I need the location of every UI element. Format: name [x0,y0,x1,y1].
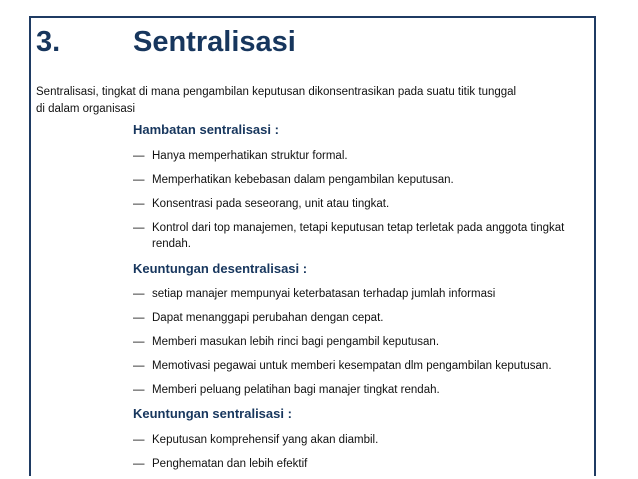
intro-paragraph [36,84,556,118]
bullet-dash: — [133,174,145,186]
list-item-text: Memberi peluang pelatihan bagi manajer tingkat rendah. [152,384,440,396]
bullet-dash: — [133,384,145,396]
list-item-text: Memperhatikan kebebasan dalam pengambilan keputusan. [152,174,454,186]
bullet-dash: — [133,312,145,324]
section-heading-keuntungan-desentralisasi: Keuntungan desentralisasi : [133,261,308,276]
list-item [133,220,573,252]
title-text: Sentralisasi [133,26,296,58]
intro-line-1: Sentralisasi, tingkat di mana pengambilan keputusan dikonsentrasikan pada suatu titik tunggal [36,86,517,98]
list-item-text: Kontrol dari top manajemen, tetapi keputusan tetap terletak pada anggota tingkat rendah. [152,222,565,250]
list-item [133,358,573,374]
list-item-text: Dapat menanggapi perubahan dengan cepat. [152,312,384,324]
intro-line-2: di dalam organisasi [36,103,136,115]
title-number: 3. [36,26,61,58]
list-item [133,456,573,472]
section-heading-hambatan: Hambatan sentralisasi : [133,122,279,137]
list-item-text: Keputusan komprehensif yang akan diambil. [152,434,379,446]
list-item-text: Hanya memperhatikan struktur formal. [152,150,348,162]
list-item [133,148,573,164]
list-item [133,172,573,188]
list-item [133,382,573,398]
bullet-dash: — [133,288,145,300]
bullet-dash: — [133,198,145,210]
list-item [133,196,573,212]
list-item-text: Penghematan dan lebih efektif [152,458,308,470]
list-item [133,432,573,448]
list-item-text: Memotivasi pegawai untuk memberi kesempatan dlm pengambilan keputusan. [152,360,552,372]
bullet-dash: — [133,222,145,234]
list-item-text: Memberi masukan lebih rinci bagi pengambil keputusan. [152,336,440,348]
list-item [133,310,573,326]
list-item [133,334,573,350]
bullet-dash: — [133,336,145,348]
bullet-dash: — [133,360,145,372]
list-item-text: setiap manajer mempunyai keterbatasan terhadap jumlah informasi [152,288,496,300]
slide-title [36,26,596,70]
bullet-dash: — [133,434,145,446]
bullet-dash: — [133,150,145,162]
section-heading-keuntungan-sentralisasi: Keuntungan sentralisasi : [133,406,292,421]
bullet-dash: — [133,458,145,470]
list-item [133,286,573,302]
list-item-text: Konsentrasi pada seseorang, unit atau tingkat. [152,198,390,210]
